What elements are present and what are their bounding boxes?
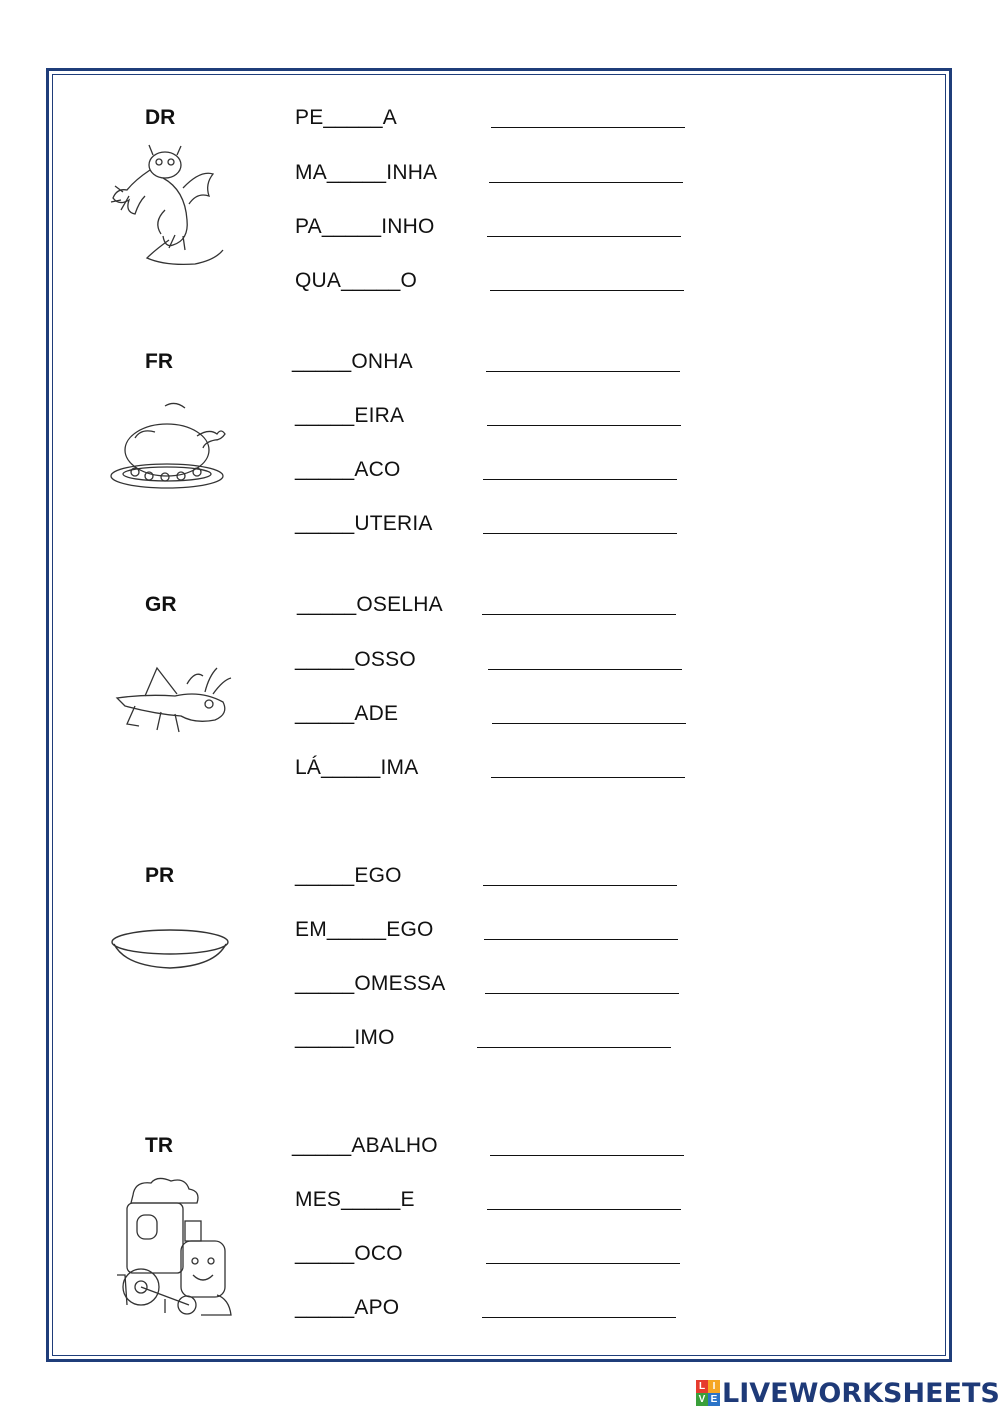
answer-line[interactable]: [491, 777, 685, 778]
answer-line[interactable]: [485, 993, 679, 994]
section-label: DR: [145, 106, 176, 129]
answer-line[interactable]: [482, 1317, 676, 1318]
answer-line[interactable]: [483, 885, 677, 886]
section-label: FR: [145, 350, 173, 373]
section-label: TR: [145, 1134, 173, 1157]
section-label: PR: [145, 864, 175, 887]
word-row: MES_____E: [295, 1188, 415, 1211]
word-row: _____UTERIA: [295, 512, 433, 535]
word-row: _____OSSO: [295, 648, 416, 671]
word-row: _____OMESSA: [295, 972, 446, 995]
word-row: PA_____INHO: [295, 215, 435, 238]
plate-drawing: [105, 920, 235, 980]
roast-chicken-drawing: [105, 398, 235, 498]
word-row: _____OSELHA: [297, 593, 443, 616]
logo-icon-letter: V: [696, 1393, 708, 1406]
answer-line[interactable]: [483, 479, 677, 480]
answer-line[interactable]: [484, 939, 678, 940]
answer-line[interactable]: [489, 182, 683, 183]
answer-line[interactable]: [487, 425, 681, 426]
answer-line[interactable]: [487, 236, 681, 237]
logo-icon-letter: E: [708, 1393, 720, 1406]
answer-line[interactable]: [482, 614, 676, 615]
liveworksheets-logo[interactable]: [696, 1378, 1000, 1408]
answer-line[interactable]: [491, 127, 685, 128]
logo-icon-letter: I: [708, 1380, 720, 1393]
word-row: _____ABALHO: [292, 1134, 438, 1157]
grasshopper-drawing: [105, 650, 235, 740]
word-row: _____ONHA: [292, 350, 413, 373]
word-row: _____ACO: [295, 458, 401, 481]
answer-line[interactable]: [477, 1047, 671, 1048]
word-row: LÁ_____IMA: [295, 756, 419, 779]
logo-icon: [696, 1380, 720, 1406]
word-row: MA_____INHA: [295, 161, 438, 184]
answer-line[interactable]: [486, 1263, 680, 1264]
answer-line[interactable]: [483, 533, 677, 534]
word-row: EM_____EGO: [295, 918, 434, 941]
section-label: GR: [145, 593, 177, 616]
word-row: QUA_____O: [295, 269, 418, 292]
answer-line[interactable]: [490, 1155, 684, 1156]
word-row: _____OCO: [295, 1242, 403, 1265]
word-row: _____APO: [295, 1296, 400, 1319]
logo-icon-letter: L: [696, 1380, 708, 1393]
answer-line[interactable]: [486, 371, 680, 372]
logo-text: LIVEWORKSHEETS: [722, 1377, 1000, 1409]
word-row: _____EIRA: [295, 404, 405, 427]
dragon-drawing: [105, 140, 235, 270]
word-row: _____IMO: [295, 1026, 395, 1049]
word-row: _____ADE: [295, 702, 399, 725]
answer-line[interactable]: [487, 1209, 681, 1210]
word-row: _____EGO: [295, 864, 402, 887]
word-row: PE_____A: [295, 106, 398, 129]
answer-line[interactable]: [490, 290, 684, 291]
answer-line[interactable]: [488, 669, 682, 670]
answer-line[interactable]: [492, 723, 686, 724]
train-drawing: [105, 1175, 235, 1320]
